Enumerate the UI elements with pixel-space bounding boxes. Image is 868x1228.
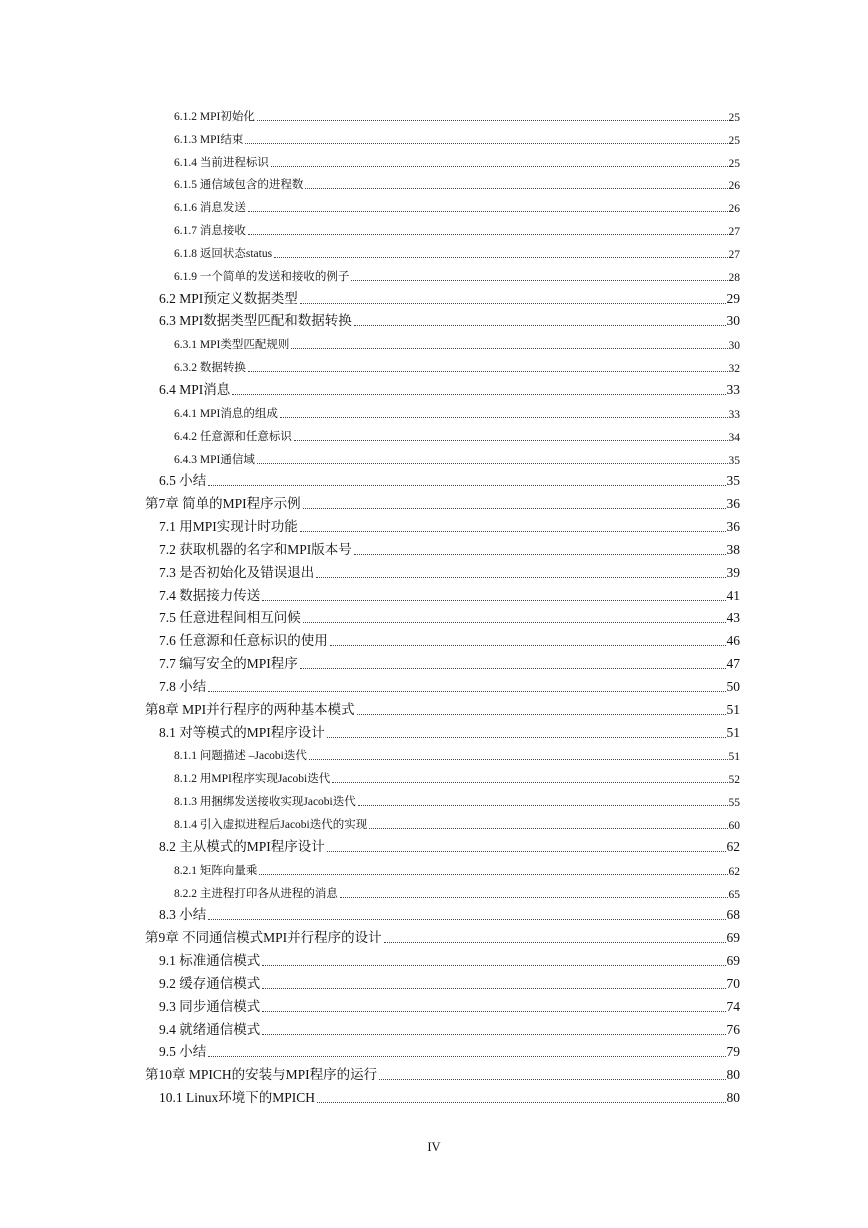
toc-dot-leader bbox=[330, 645, 726, 646]
toc-entry[interactable] bbox=[0, 996, 868, 1019]
toc-entry-title: 第9章 不同通信模式MPI并行程序的设计 bbox=[145, 930, 382, 946]
toc-dot-leader bbox=[280, 417, 728, 418]
toc-entry-title: 8.1.3 用捆绑发送接收实现Jacobi迭代 bbox=[174, 796, 356, 809]
toc-entry[interactable] bbox=[0, 196, 868, 219]
toc-dot-leader bbox=[262, 1011, 725, 1012]
toc-dot-leader bbox=[354, 325, 726, 326]
toc-entry-title: 9.2 缓存通信模式 bbox=[159, 975, 261, 991]
toc-entry-title: 8.2.1 矩阵向量乘 bbox=[174, 864, 258, 877]
toc-entry-page: 51 bbox=[728, 751, 740, 764]
toc-dot-leader bbox=[208, 919, 725, 920]
toc-entry-page: 33 bbox=[726, 381, 740, 397]
toc-entry-page: 43 bbox=[726, 610, 740, 626]
toc-entry-title: 9.5 小结 bbox=[159, 1044, 207, 1060]
toc-entry-page: 69 bbox=[726, 930, 740, 946]
toc-dot-leader bbox=[300, 531, 726, 532]
toc-entry[interactable] bbox=[0, 219, 868, 242]
toc-dot-leader bbox=[369, 828, 727, 829]
toc-entry-page: 55 bbox=[728, 797, 740, 810]
toc-dot-leader bbox=[351, 280, 727, 281]
toc-entry-title: 6.3.2 数据转换 bbox=[174, 362, 246, 375]
toc-entry[interactable] bbox=[0, 265, 868, 288]
toc-entry[interactable] bbox=[0, 813, 868, 836]
toc-entry-page: 32 bbox=[728, 363, 740, 376]
toc-dot-leader bbox=[317, 1102, 725, 1103]
toc-entry-title: 6.5 小结 bbox=[159, 473, 207, 489]
toc-entry-title: 8.3 小结 bbox=[159, 907, 207, 923]
toc-entry-title: 8.1.1 问题描述 –Jacobi迭代 bbox=[174, 750, 307, 763]
toc-entry-title: 7.1 用MPI实现计时功能 bbox=[159, 519, 298, 535]
toc-dot-leader bbox=[294, 440, 728, 441]
toc-dot-leader bbox=[305, 188, 727, 189]
toc-entry[interactable] bbox=[0, 1042, 868, 1065]
toc-dot-leader bbox=[358, 805, 728, 806]
toc-entry-page: 34 bbox=[728, 431, 740, 444]
toc-entry[interactable] bbox=[0, 973, 868, 996]
toc-dot-leader bbox=[327, 851, 726, 852]
toc-entry-title: 7.3 是否初始化及错误退出 bbox=[159, 564, 315, 580]
toc-entry[interactable] bbox=[0, 1064, 868, 1087]
toc-entry-page: 70 bbox=[726, 975, 740, 991]
toc-entry-title: 8.1.2 用MPI程序实现Jacobi迭代 bbox=[174, 773, 331, 786]
page-number: IV bbox=[427, 1140, 441, 1154]
toc-entry-title: 8.1 对等模式的MPI程序设计 bbox=[159, 724, 325, 740]
toc-entry-title: 第7章 简单的MPI程序示例 bbox=[145, 496, 301, 512]
toc-entry-title: 9.1 标准通信模式 bbox=[159, 953, 261, 969]
toc-entry[interactable] bbox=[0, 333, 868, 356]
toc-entry-page: 35 bbox=[728, 454, 740, 467]
toc-dot-leader bbox=[357, 714, 726, 715]
toc-entry[interactable] bbox=[0, 493, 868, 516]
toc-entry-page: 79 bbox=[726, 1044, 740, 1060]
toc-entry-page: 29 bbox=[726, 290, 740, 306]
toc-dot-leader bbox=[208, 691, 725, 692]
toc-entry-page: 68 bbox=[726, 907, 740, 923]
toc-entry-page: 80 bbox=[726, 1067, 740, 1083]
toc-entry-page: 60 bbox=[728, 820, 740, 832]
toc-entry-page: 25 bbox=[728, 134, 740, 147]
toc-dot-leader bbox=[262, 600, 725, 601]
toc-entry[interactable] bbox=[0, 882, 868, 905]
toc-entry-title: 10.1 Linux环境下的MPICH bbox=[159, 1090, 316, 1106]
toc-dot-leader bbox=[303, 622, 726, 623]
toc-entry-title: 8.2.2 主进程打印各从进程的消息 bbox=[174, 887, 338, 900]
toc-entry-title: 6.4 MPI消息 bbox=[159, 381, 231, 397]
toc-dot-leader bbox=[232, 394, 725, 395]
toc-entry-title: 6.1.4 当前进程标识 bbox=[174, 156, 269, 169]
toc-entry[interactable] bbox=[0, 402, 868, 425]
toc-entry-page: 36 bbox=[726, 496, 740, 512]
toc-entry[interactable] bbox=[0, 562, 868, 585]
toc-entry-title: 6.1.6 消息发送 bbox=[174, 202, 246, 215]
toc-entry-title: 7.4 数据接力传送 bbox=[159, 587, 261, 603]
toc-entry-page: 36 bbox=[726, 519, 740, 535]
toc-dot-leader bbox=[262, 965, 725, 966]
toc-dot-leader bbox=[332, 782, 727, 783]
toc-dot-leader bbox=[262, 988, 725, 989]
toc-entry[interactable] bbox=[0, 608, 868, 631]
toc-dot-leader bbox=[316, 577, 725, 578]
toc-entry-page: 46 bbox=[726, 633, 740, 649]
toc-dot-leader bbox=[379, 1079, 725, 1080]
toc-entry-page: 62 bbox=[726, 838, 740, 854]
toc-entry[interactable] bbox=[0, 722, 868, 745]
toc-entry-page: 26 bbox=[728, 203, 740, 216]
toc-entry-page: 52 bbox=[728, 774, 740, 787]
toc-entry-page: 27 bbox=[728, 226, 740, 239]
toc-dot-leader bbox=[257, 463, 728, 464]
toc-dot-leader bbox=[340, 897, 728, 898]
toc-entry-page: 51 bbox=[726, 701, 740, 717]
toc-entry-title: 6.4.1 MPI消息的组成 bbox=[174, 407, 278, 420]
toc-dot-leader bbox=[271, 166, 728, 167]
toc-entry-title: 9.3 同步通信模式 bbox=[159, 998, 261, 1014]
toc-entry-page: 28 bbox=[728, 271, 740, 284]
toc-entry-title: 6.3.1 MPI类型匹配规则 bbox=[174, 339, 290, 352]
toc-entry[interactable] bbox=[0, 288, 868, 311]
toc-entry-title: 7.6 任意源和任意标识的使用 bbox=[159, 633, 328, 649]
toc-entry-title: 6.1.9 一个简单的发送和接收的例子 bbox=[174, 270, 350, 283]
toc-entry[interactable] bbox=[0, 927, 868, 950]
toc-entry[interactable] bbox=[0, 859, 868, 882]
toc-entry-title: 7.5 任意进程间相互问候 bbox=[159, 610, 301, 626]
toc-entry-title: 6.3 MPI数据类型匹配和数据转换 bbox=[159, 313, 352, 329]
toc-entry-page: 69 bbox=[726, 953, 740, 969]
toc-entry[interactable] bbox=[0, 585, 868, 608]
toc-entry-page: 65 bbox=[728, 888, 740, 901]
toc-entry[interactable] bbox=[0, 471, 868, 494]
toc-entry-title: 8.1.4 引入虚拟进程后Jacobi迭代的实现 bbox=[174, 819, 368, 831]
toc-entry-page: 25 bbox=[728, 157, 740, 170]
toc-entry[interactable] bbox=[0, 105, 868, 128]
toc-entry[interactable] bbox=[0, 448, 868, 471]
toc-dot-leader bbox=[300, 668, 726, 669]
toc-entry[interactable] bbox=[0, 356, 868, 379]
toc-dot-leader bbox=[208, 485, 725, 486]
toc-entry-page: 26 bbox=[728, 180, 740, 193]
toc-entry[interactable] bbox=[0, 539, 868, 562]
toc-dot-leader bbox=[262, 1034, 725, 1035]
toc-entry-title: 6.1.7 消息接收 bbox=[174, 225, 246, 238]
toc-entry-page: 50 bbox=[726, 678, 740, 694]
toc-entry-page: 47 bbox=[726, 656, 740, 672]
toc-dot-leader bbox=[303, 508, 726, 509]
toc-entry-page: 74 bbox=[726, 998, 740, 1014]
toc-entry-page: 30 bbox=[728, 340, 740, 353]
toc-entry-title: 6.1.5 通信域包含的进程数 bbox=[174, 179, 304, 192]
toc-entry[interactable] bbox=[0, 379, 868, 402]
toc-entry-page: 35 bbox=[726, 473, 740, 489]
toc-dot-leader bbox=[291, 348, 727, 349]
toc-entry-title: 6.2 MPI预定义数据类型 bbox=[159, 290, 298, 306]
toc-entry-title: 6.1.8 返回状态status bbox=[174, 247, 273, 260]
toc-entry-page: 30 bbox=[726, 313, 740, 329]
toc-entry-page: 51 bbox=[726, 724, 740, 740]
toc-dot-leader bbox=[259, 874, 727, 875]
toc-entry[interactable] bbox=[0, 1087, 868, 1110]
toc-entry-page: 27 bbox=[728, 248, 740, 261]
toc-dot-leader bbox=[274, 257, 727, 258]
toc-entry-title: 7.7 编写安全的MPI程序 bbox=[159, 656, 298, 672]
toc-dot-leader bbox=[248, 211, 728, 212]
toc-dot-leader bbox=[384, 942, 726, 943]
toc-entry[interactable] bbox=[0, 242, 868, 265]
toc-entry-title: 9.4 就绪通信模式 bbox=[159, 1021, 261, 1037]
toc-dot-leader bbox=[354, 554, 726, 555]
toc-dot-leader bbox=[309, 759, 728, 760]
toc-entry-page: 80 bbox=[726, 1090, 740, 1106]
toc-dot-leader bbox=[248, 371, 728, 372]
toc-entry-title: 第8章 MPI并行程序的两种基本模式 bbox=[145, 701, 355, 717]
toc-entry[interactable] bbox=[0, 151, 868, 174]
toc-entry-title: 6.4.2 任意源和任意标识 bbox=[174, 430, 292, 443]
toc-entry[interactable] bbox=[0, 174, 868, 197]
toc-entry[interactable] bbox=[0, 1019, 868, 1042]
toc-dot-leader bbox=[248, 234, 728, 235]
toc-entry-page: 25 bbox=[728, 111, 740, 124]
toc-entry[interactable] bbox=[0, 767, 868, 790]
toc-entry[interactable] bbox=[0, 950, 868, 973]
toc-entry[interactable] bbox=[0, 311, 868, 334]
toc-entry[interactable] bbox=[0, 128, 868, 151]
toc-dot-leader bbox=[257, 120, 728, 121]
toc-entry-page: 39 bbox=[726, 564, 740, 580]
toc-entry[interactable] bbox=[0, 653, 868, 676]
toc-entry-page: 33 bbox=[728, 408, 740, 421]
toc-entry[interactable] bbox=[0, 790, 868, 813]
toc-entry-title: 6.4.3 MPI通信域 bbox=[174, 453, 255, 466]
toc-entry-title: 8.2 主从模式的MPI程序设计 bbox=[159, 838, 325, 854]
toc-entry[interactable] bbox=[0, 836, 868, 859]
toc-entry[interactable] bbox=[0, 676, 868, 699]
toc-entry-page: 38 bbox=[726, 541, 740, 557]
toc-entry-title: 7.2 获取机器的名字和MPI版本号 bbox=[159, 541, 352, 557]
toc-entry-page: 41 bbox=[726, 587, 740, 603]
toc-dot-leader bbox=[245, 143, 727, 144]
toc-entry-title: 7.8 小结 bbox=[159, 678, 207, 694]
toc-entry[interactable] bbox=[0, 745, 868, 768]
toc-entry-page: 76 bbox=[726, 1021, 740, 1037]
toc-entry[interactable] bbox=[0, 905, 868, 928]
toc-entry-page: 62 bbox=[728, 865, 740, 878]
toc-entry[interactable] bbox=[0, 425, 868, 448]
toc-entry-title: 6.1.2 MPI初始化 bbox=[174, 110, 255, 123]
table-of-contents bbox=[0, 105, 868, 1110]
toc-entry-title: 6.1.3 MPI结束 bbox=[174, 133, 244, 146]
toc-entry[interactable] bbox=[0, 699, 868, 722]
toc-entry[interactable] bbox=[0, 516, 868, 539]
toc-entry[interactable] bbox=[0, 630, 868, 653]
toc-dot-leader bbox=[300, 303, 726, 304]
toc-dot-leader bbox=[327, 737, 726, 738]
toc-entry-title: 第10章 MPICH的安装与MPI程序的运行 bbox=[145, 1067, 378, 1083]
toc-dot-leader bbox=[208, 1056, 725, 1057]
